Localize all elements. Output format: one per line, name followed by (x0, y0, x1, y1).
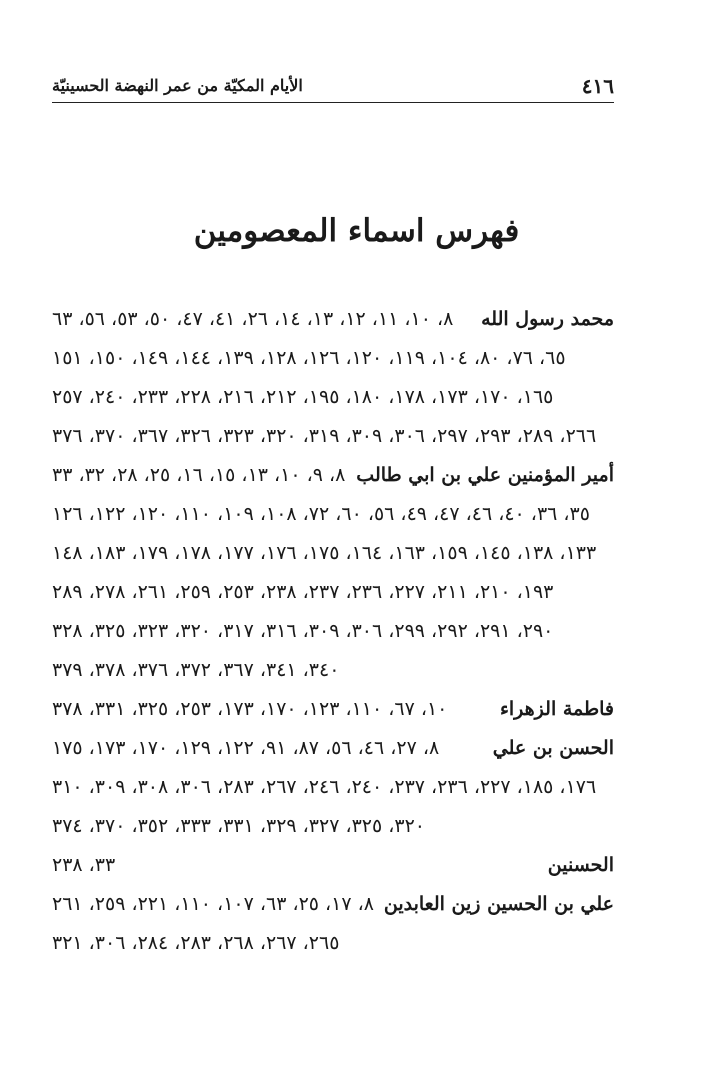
index-list (52, 300, 614, 963)
page-references: ٣٥، ٣٦، ٤٠، ٤٦، ٤٧، ٤٩، ٥٦، ٦٠، ٧٢، ١٠٨، ١٠٩، ١١٠، ١٢٠، ١٢٢، ١٢٦ (52, 503, 590, 525)
entry-continuation-line (52, 495, 614, 534)
entry-name: فاطمة الزهراء (499, 698, 614, 720)
index-entry (52, 300, 614, 456)
page-references: ١٩٣، ٢١٠، ٢١١، ٢٢٧، ٢٣٦، ٢٣٧، ٢٣٨، ٢٥٣، ٢٥٩، ٢٦١، ٢٧٨، ٢٨٩ (52, 581, 554, 603)
page-references: ٨، ٢٧، ٤٦، ٥٦، ٨٧، ٩١، ١٢٢، ١٢٩، ١٧٠، ١٧٣، ١٧٥ (52, 737, 440, 759)
entry-first-line (52, 456, 614, 495)
entry-continuation-line (52, 573, 614, 612)
page-references: ٨، ١٠، ١١، ١٢، ١٣، ١٤، ٢٦، ٤١، ٤٧، ٥٠، ٥٣، ٥٦، ٦٣ (52, 308, 454, 330)
index-entry (52, 690, 614, 729)
entry-continuation-line (52, 378, 614, 417)
page-references: ٣٢٠، ٣٢٥، ٣٢٧، ٣٢٩، ٣٣١، ٣٣٣، ٣٥٢، ٣٧٠، ٣٧٤ (52, 815, 425, 837)
entry-name: محمد رسول الله (481, 308, 614, 330)
page-references: ٢٦٥، ٢٦٧، ٢٦٨، ٢٨٣، ٢٨٤، ٣٠٦، ٣٢١ (52, 932, 340, 954)
page-references: ٨، ١٧، ٢٥، ٦٣، ١٠٧، ١١٠، ٢٢١، ٢٥٩، ٢٦١ (52, 893, 374, 915)
entry-continuation-line (52, 768, 614, 807)
entry-continuation-line (52, 417, 614, 456)
entry-continuation-line (52, 339, 614, 378)
running-header (52, 72, 614, 103)
page-references: ١٠، ٦٧، ١١٠، ١٢٣، ١٧٠، ١٧٣، ٢٥٣، ٣٢٥، ٣٣١، ٣٧٨ (52, 698, 448, 720)
page-references: ١٧٦، ١٨٥، ٢٢٧، ٢٣٦، ٢٣٧، ٢٤٠، ٢٤٦، ٢٦٧، ٢٨٣، ٣٠٦، ٣٠٨، ٣٠٩، ٣١٠ (52, 776, 597, 798)
index-entry (52, 846, 614, 885)
page-references: ٢٦٦، ٢٨٩، ٢٩٣، ٢٩٧، ٣٠٦، ٣٠٩، ٣١٩، ٣٢٠، ٣٢٣، ٣٢٦، ٣٦٧، ٣٧٠، ٣٧٦ (52, 425, 597, 447)
entry-name: الحسن بن علي (492, 737, 614, 759)
index-title: فهرس اسماء المعصومين (193, 213, 520, 249)
page-references: ٣٤٠، ٣٤١، ٣٦٧، ٣٧٢، ٣٧٦، ٣٧٨، ٣٧٩ (52, 659, 340, 681)
page-number: ٤١٦ (581, 74, 614, 98)
entry-name: علي بن الحسين زين العابدين (383, 893, 614, 915)
entry-continuation-line (52, 807, 614, 846)
entry-first-line (52, 846, 614, 885)
entry-continuation-line (52, 651, 614, 690)
page-references: ١٦٥، ١٧٠، ١٧٣، ١٧٨، ١٨٠، ١٩٥، ٢١٢، ٢١٦، ٢٢٨، ٢٣٣، ٢٤٠، ٢٥٧ (52, 386, 554, 408)
running-title: الأيام المكيّة من عمر النهضة الحسينيّة (52, 76, 303, 95)
entry-first-line (52, 300, 614, 339)
page-references: ٣٣، ٢٣٨ (52, 854, 116, 876)
entry-first-line (52, 690, 614, 729)
page-references: ٨، ٩، ١٠، ١٣، ١٥، ١٦، ٢٥، ٢٨، ٣٢، ٣٣ (52, 464, 346, 486)
page-references: ١٣٣، ١٣٨، ١٤٥، ١٥٩، ١٦٣، ١٦٤، ١٧٥، ١٧٦، ١٧٧، ١٧٨، ١٧٩، ١٨٣، ١٤٨ (52, 542, 597, 564)
page-references: ٦٥، ٧٦، ٨٠، ١٠٤، ١١٩، ١٢٠، ١٢٦، ١٢٨، ١٣٩، ١٤٤، ١٤٩، ١٥٠، ١٥١ (52, 347, 566, 369)
entry-first-line (52, 885, 614, 924)
page-references: ٢٩٠، ٢٩١، ٢٩٢، ٢٩٩، ٣٠٦، ٣٠٩، ٣١٦، ٣١٧، ٣٢٠، ٣٢٣، ٣٢٥، ٣٢٨ (52, 620, 554, 642)
index-entry (52, 456, 614, 690)
entry-continuation-line (52, 924, 614, 963)
entry-name: الحسنين (547, 854, 614, 876)
entry-continuation-line (52, 612, 614, 651)
entry-first-line (52, 729, 614, 768)
index-entry (52, 885, 614, 963)
index-entry (52, 729, 614, 846)
entry-name: أمير المؤمنين علي بن ابي طالب (356, 464, 614, 486)
entry-continuation-line (52, 534, 614, 573)
